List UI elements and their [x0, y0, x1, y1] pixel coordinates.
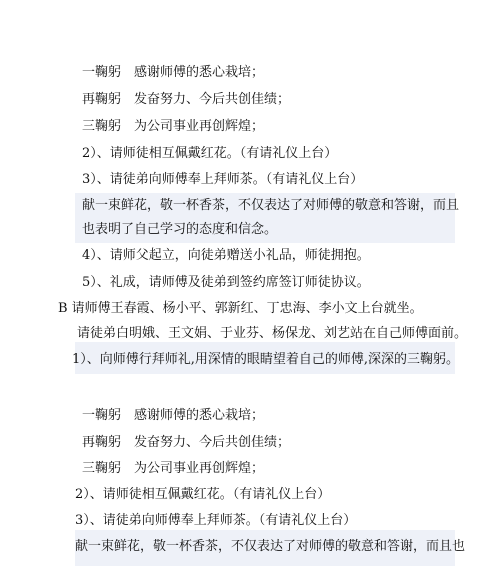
text-line: 3）、请徒弟向师傅奉上拜师茶。（有请礼仪上台） — [75, 513, 357, 528]
text-line: 一鞠躬 感谢师傅的悉心栽培； — [82, 65, 265, 80]
text-line: B 请师傅王春霞、杨小平、郭新红、丁忠海、李小文上台就坐。 — [58, 301, 423, 316]
text-line: 三鞠躬 为公司事业再创辉煌； — [82, 461, 265, 476]
text-line: 请徒弟白明娥、王文娟、于业芬、杨保龙、刘艺站在自己师傅面前。 — [77, 326, 468, 341]
text-line: 2）、请师徒相互佩戴红花。（有请礼仪上台） — [82, 146, 338, 161]
text-line: 5）、礼成，请师傅及徒弟到签约席签订师徒协议。 — [82, 275, 370, 290]
text-line: 4）、请师父起立，向徒弟赠送小礼品，师徒拥抱。 — [82, 248, 370, 263]
text-line: 也表明了自己学习的态度和信念。 — [82, 222, 278, 237]
text-line: 献一束鲜花，敬一杯香茶，不仅表达了对师傅的敬意和答谢，而且也 — [75, 539, 466, 554]
text-line: 再鞠躬 发奋努力、今后共创佳绩； — [82, 435, 291, 450]
text-line: 三鞠躬 为公司事业再创辉煌； — [82, 119, 265, 134]
text-line: 再鞠躬 发奋努力、今后共创佳绩； — [82, 92, 291, 107]
text-line: 1）、向师傅行拜师礼,用深情的眼睛望着自己的师傅,深深的三鞠躬。 — [72, 352, 460, 367]
text-line: 一鞠躬 感谢师傅的悉心栽培； — [82, 408, 265, 423]
text-line: 2）、请师徒相互佩戴红花。（有请礼仪上台） — [75, 487, 331, 502]
text-line: 献一束鲜花，敬一杯香茶，不仅表达了对师傅的敬意和答谢，而且 — [82, 198, 460, 213]
text-line: 3）、请徒弟向师傅奉上拜师茶。（有请礼仪上台） — [82, 172, 364, 187]
